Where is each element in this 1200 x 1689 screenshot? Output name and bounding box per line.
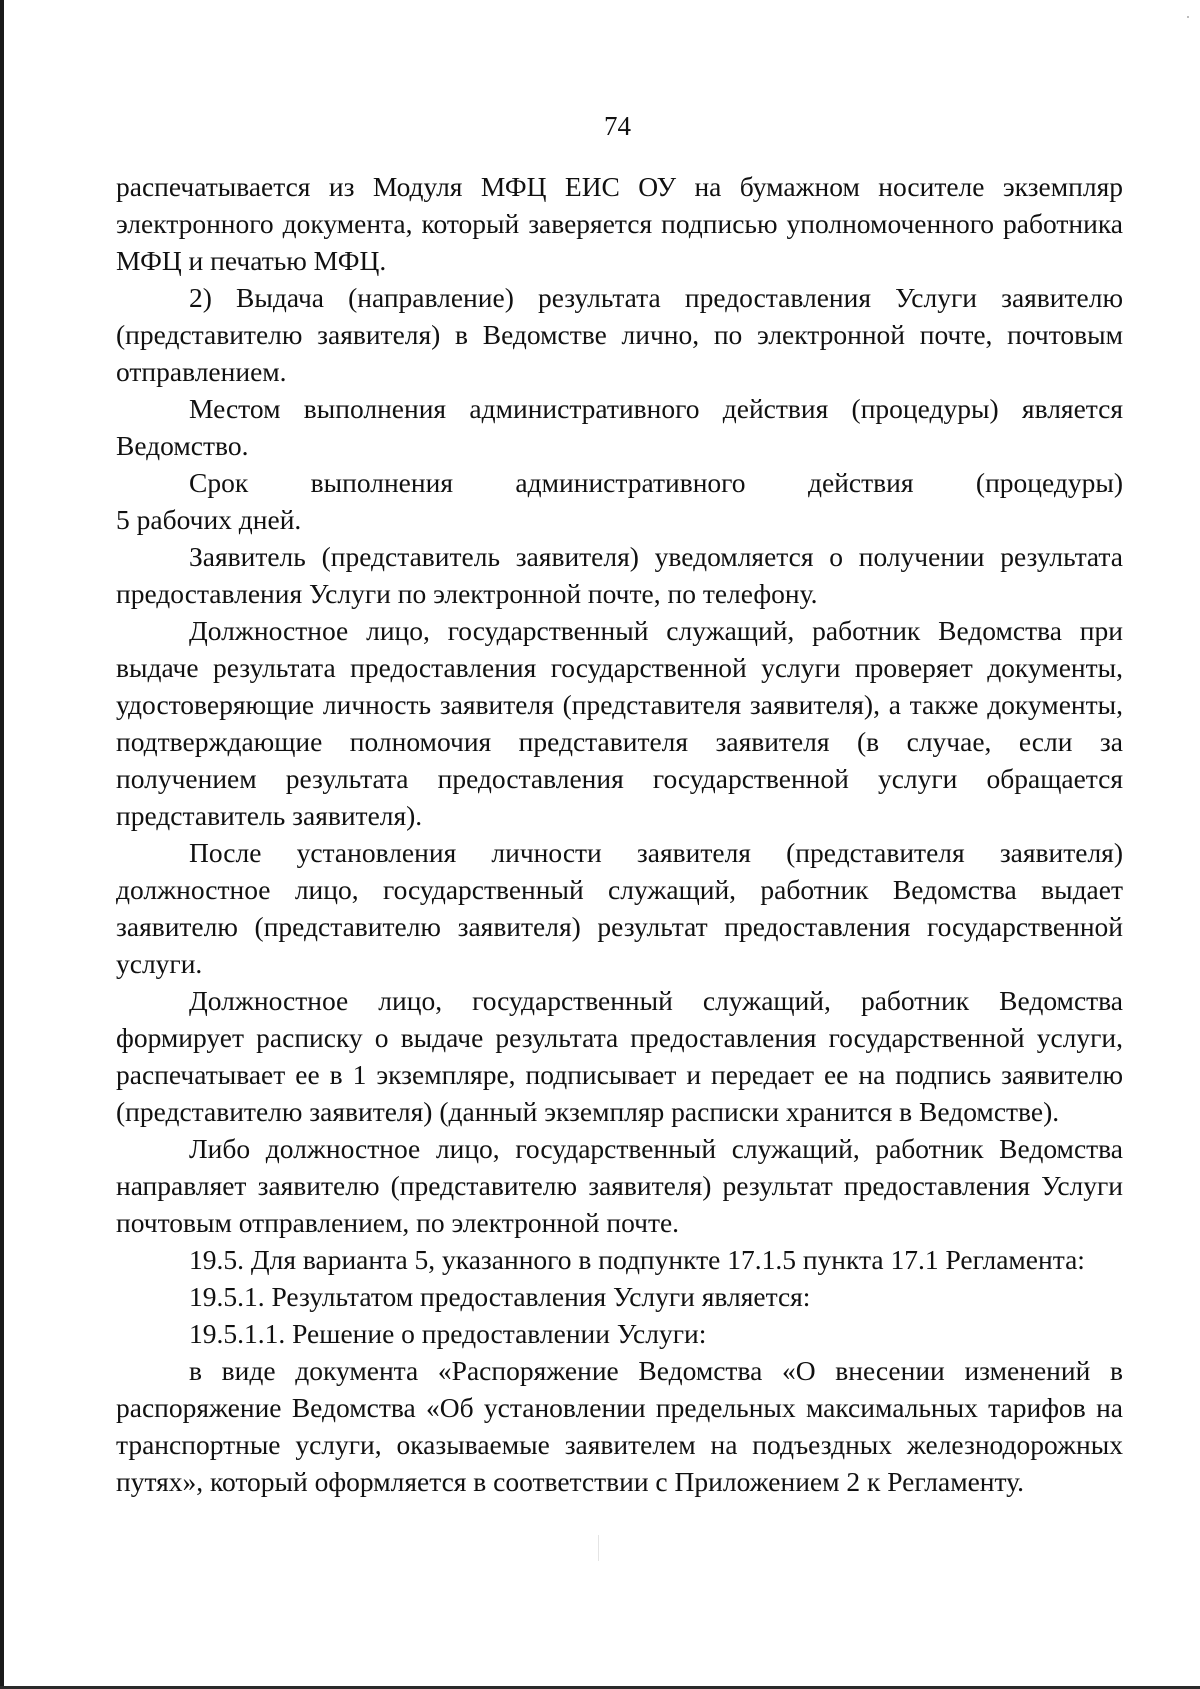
- paragraph-continuation: распечатывается из Модуля МФЦ ЕИС ОУ на бумажном носителе экземпляр электронного документа, который заверяется подписью уполномоченного работника МФЦ и печатью МФЦ.: [116, 171, 1123, 276]
- scan-speck: [1187, 16, 1189, 18]
- paragraph-notification: Заявитель (представитель заявителя) уведомляется о получении результата предоставления Услуги по электронной почте, по телефону.: [116, 541, 1123, 609]
- scan-edge-left: [0, 0, 4, 1689]
- paragraph-deadline: Срок выполнения административного действия (процедуры): [189, 467, 1123, 498]
- document-body: [116, 168, 1123, 1500]
- paragraph-document-form: в виде документа «Распоряжение Ведомства «О внесении изменений в распоряжение Ведомства «Об установлении предельных максимальных тарифов на транспортные услуги, оказываемые заявителем на подъездных железнодорожных путях», который оформляется в соответствии с Приложением 2 к Регламенту.: [116, 1355, 1123, 1497]
- scan-speck: [598, 1535, 599, 1561]
- paragraph-item-2: 2) Выдача (направление) результата предоставления Услуги заявителю (представителю заявителя) в Ведомстве лично, по электронной почте, почтовым отправлением.: [116, 282, 1123, 387]
- paragraph-section-19-5-1: 19.5.1. Результатом предоставления Услуги является:: [189, 1281, 811, 1312]
- paragraph-deadline-days: 5 рабочих дней.: [116, 504, 302, 535]
- page-number: 74: [604, 111, 631, 141]
- paragraph-identity-check: Должностное лицо, государственный служащий, работник Ведомства при выдаче результата предоставления государственной услуги проверяет документы, удостоверяющие личность заявителя (представителя заявителя), а также документы, подтверждающие полномочия представителя заявителя (в случае, если за получением результата предоставления государственной услуги обращается представитель заявителя).: [116, 615, 1123, 831]
- paragraph-section-19-5: 19.5. Для варианта 5, указанного в подпункте 17.1.5 пункта 17.1 Регламента:: [189, 1244, 1085, 1275]
- paragraph-section-19-5-1-1: 19.5.1.1. Решение о предоставлении Услуги:: [189, 1318, 707, 1349]
- paragraph-receipt: Должностное лицо, государственный служащий, работник Ведомства формирует расписку о выдаче результата предоставления государственной услуги, распечатывает ее в 1 экземпляре, подписывает и передает ее на подпись заявителю (представителю заявителя) (данный экземпляр расписки хранится в Ведомстве).: [116, 985, 1123, 1127]
- paragraph-place: Местом выполнения административного действия (процедуры) является Ведомство.: [116, 393, 1123, 461]
- paragraph-issue-result: После установления личности заявителя (представителя заявителя) должностное лицо, государственный служащий, работник Ведомства выдает заявителю (представителю заявителя) результат предоставления государственной услуги.: [116, 837, 1123, 979]
- paragraph-mail-delivery: Либо должностное лицо, государственный служащий, работник Ведомства направляет заявителю (представителю заявителя) результат предоставления Услуги почтовым отправлением, по электронной почте.: [116, 1133, 1123, 1238]
